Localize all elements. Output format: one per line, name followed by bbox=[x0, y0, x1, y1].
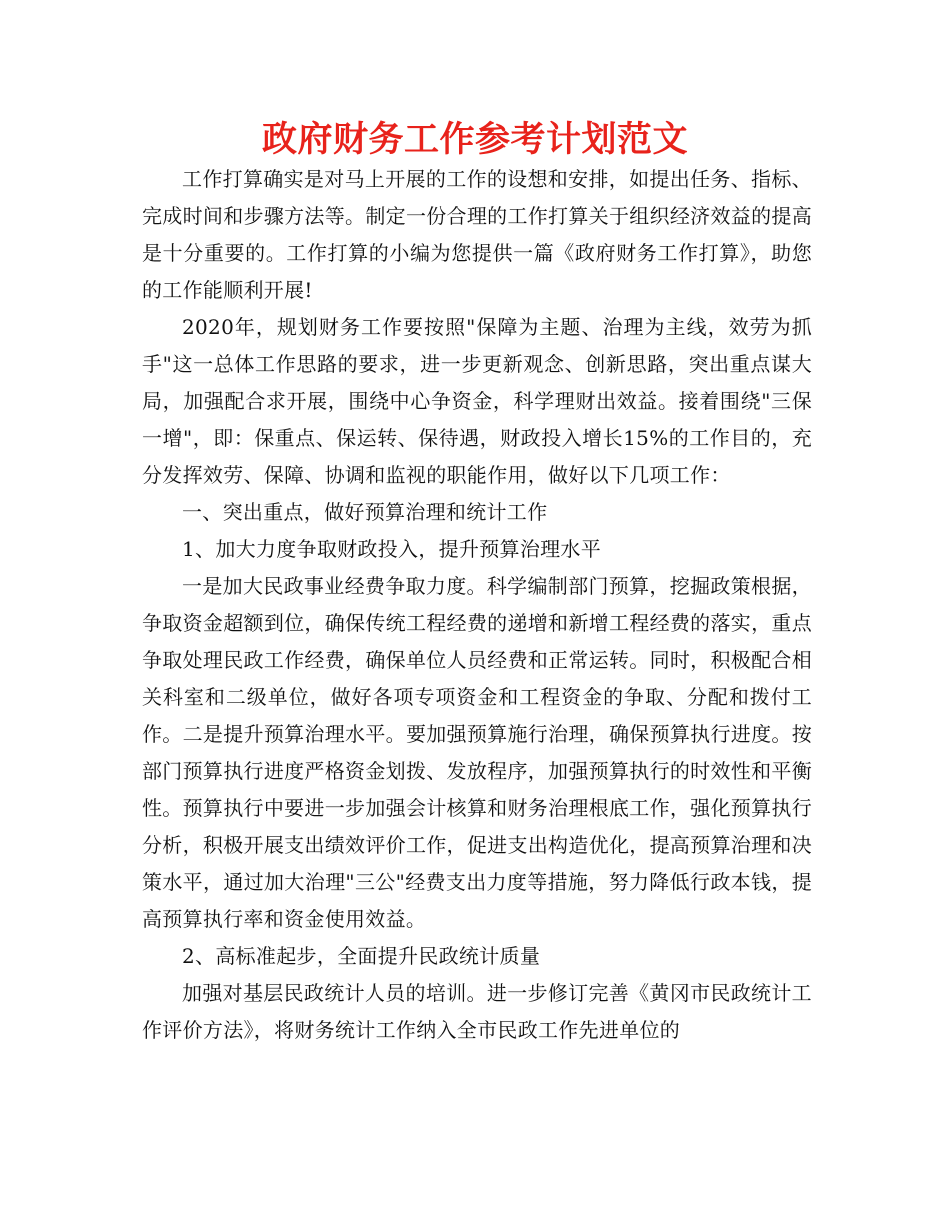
document-title: 政府财务工作参考计划范文 bbox=[261, 120, 688, 160]
document-body bbox=[142, 161, 812, 1049]
subsection-heading-2: 2、高标准起步，全面提升民政统计质量 bbox=[182, 944, 541, 968]
paragraph-2020-plan: 2020年，规划财务工作要按照"保障为主题、治理为主线，效劳为抓手"这一总体工作思路的要求，进一步更新观念、创新思路，突出重点谋大局，加强配合求开展，围绕中心争资金，科学理财出效益。接着围绕"三保一增"，即：保重点、保运转、保待遇，财政投入增长15%的工作目的，充分发挥效劳、保障、协调和监视的职能作用，做好以下几项工作： bbox=[142, 315, 812, 487]
paragraph-intro: 工作打算确实是对马上开展的工作的设想和安排，如提出任务、指标、完成时间和步骤方法等。制定一份合理的工作打算关于组织经济效益的提高是十分重要的。工作打算的小编为您提供一篇《政府财务工作打算》，助您的工作能顺利开展! bbox=[142, 167, 812, 302]
section-heading-1: 一、突出重点，做好预算治理和统计工作 bbox=[182, 500, 548, 524]
subsection-heading-1: 1、加大力度争取财政投入，提升预算治理水平 bbox=[182, 537, 602, 561]
paragraph-statistics: 加强对基层民政统计人员的培训。进一步修订完善《黄冈市民政统计工作评价方法》，将财务统计工作纳入全市民政工作先进单位的 bbox=[142, 981, 812, 1042]
paragraph-budget: 一是加大民政事业经费争取力度。科学编制部门预算，挖掘政策根据，争取资金超额到位，确保传统工程经费的递增和新增工程经费的落实，重点争取处理民政工作经费，确保单位人员经费和正常运转。同时，积极配合相关科室和二级单位，做好各项专项资金和工程资金的争取、分配和拨付工作。二是提升预算治理水平。要加强预算施行治理，确保预算执行进度。按部门预算执行进度严格资金划拨、发放程序，加强预算执行的时效性和平衡性。预算执行中要进一步加强会计核算和财务治理根底工作，强化预算执行分析，积极开展支出绩效评价工作，促进支出构造优化，提高预算治理和决策水平，通过加大治理"三公"经费支出力度等措施，努力降低行政本钱，提高预算执行率和资金使用效益。 bbox=[142, 574, 812, 931]
